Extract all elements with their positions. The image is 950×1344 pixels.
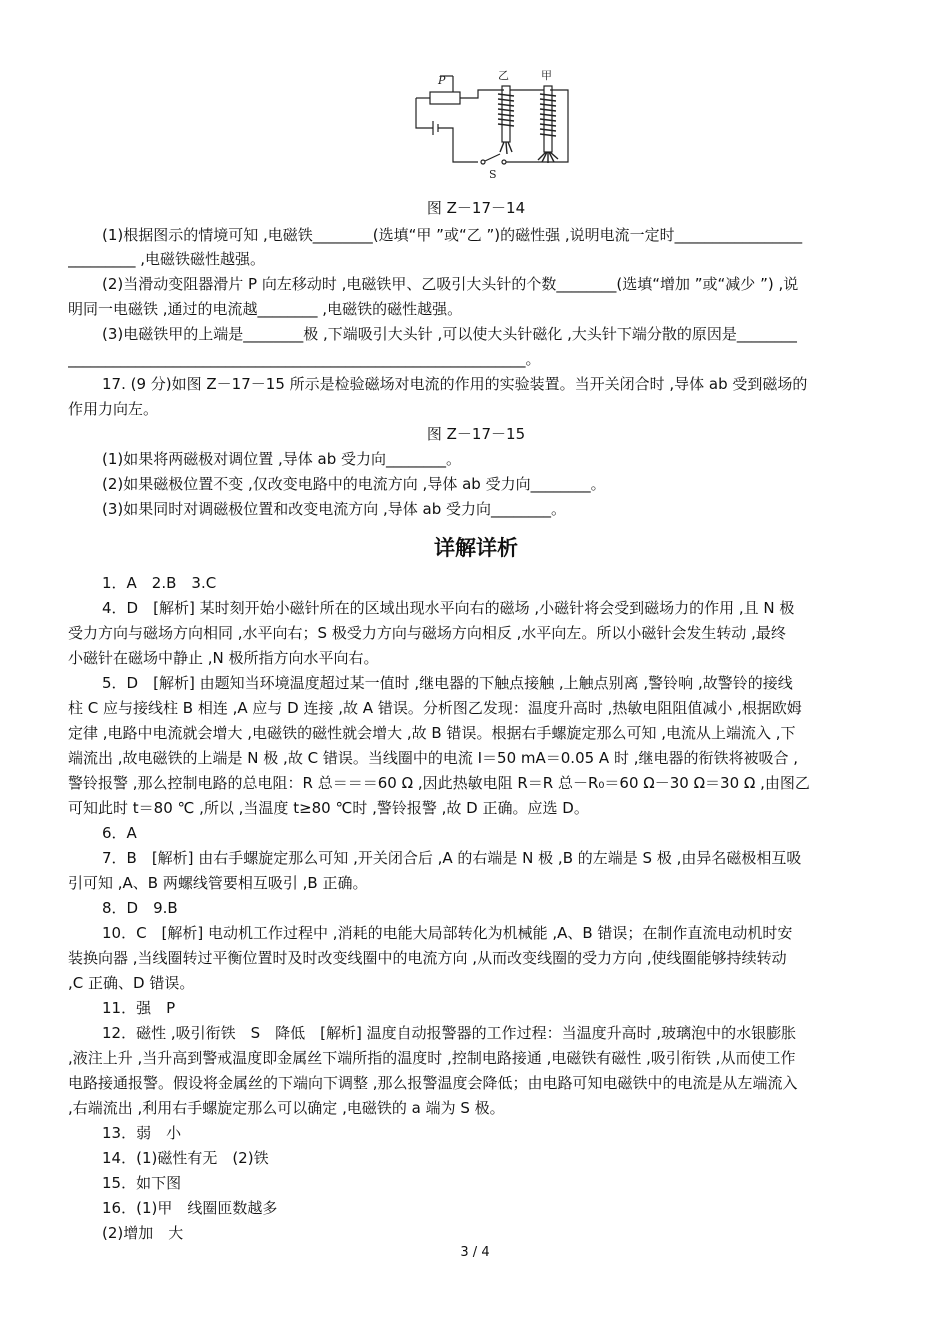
answer-7: 7．B [解析] 由右手螺旋定那么可知 ,开关闭合后 ,A 的右端是 N 极 ,B 的左端是 S 极 ,由异名磁极相互吸	[102, 849, 802, 867]
q17-part1: (1)如果将两磁极对调位置 ,导体 ab 受力向________。	[102, 450, 462, 468]
figure-caption-14: 图 Z－17－14	[426, 199, 526, 217]
q16-part1: (1)根据图示的情境可知 ,电磁铁________(选填“甲 ”或“乙 ”)的磁性强 ,说明电流一定时_________________	[102, 226, 803, 244]
q16-part2-cont: 明同一电磁铁 ,通过的电流越________ ,电磁铁的磁性越强。	[68, 300, 463, 318]
q17-stem: 17. (9 分)如图 Z－17－15 所示是检验磁场对电流的作用的实验装置。当开关闭合时 ,导体 ab 受到磁场的	[102, 375, 808, 393]
answer-4-cont-2: 小磁针在磁场中静止 ,N 极所指方向水平向右。	[68, 649, 379, 667]
answer-4: 4．D [解析] 某时刻开始小磁针所在的区域出现水平向右的磁场 ,小磁针将会受到磁场力的作用 ,且 N 极	[102, 599, 795, 617]
magnet-jia-label: 甲	[541, 69, 552, 82]
answer-5-cont-5: 可知此时 t＝80 ℃ ,所以 ,当温度 t≥80 ℃时 ,警铃报警 ,故 D 正确。应选 D。	[68, 799, 589, 817]
q16-part3-cont: _____________________________________________________________。	[68, 350, 541, 368]
magnet-yi-label: 乙	[498, 69, 509, 82]
answer-13: 13．弱 小	[102, 1124, 182, 1142]
answer-10-cont-1: 装换向器 ,当线圈转过平衡位置时及时改变线圈中的电流方向 ,从而改变线圈的受力方向 ,使线圈能够持续转动	[68, 949, 787, 967]
answer-5-cont-4: 警铃报警 ,那么控制电路的总电阻：R 总＝＝＝60 Ω ,因此热敏电阻 R＝R 总－R₀＝60 Ω－30 Ω＝30 Ω ,由图乙	[68, 774, 810, 792]
switch-s-label: S	[489, 168, 497, 181]
answer-12-cont-3: ,右端流出 ,利用右手螺旋定那么可以确定 ,电磁铁的 a 端为 S 极。	[68, 1099, 505, 1117]
q17-part3: (3)如果同时对调磁极位置和改变电流方向 ,导体 ab 受力向________。	[102, 500, 567, 518]
q17-part2: (2)如果磁极位置不变 ,仅改变电路中的电流方向 ,导体 ab 受力向________。	[102, 475, 606, 493]
q16-part3: (3)电磁铁甲的上端是________极 ,下端吸引大头针 ,可以使大头针磁化 ,大头针下端分散的原因是________	[102, 325, 797, 343]
answer-1-3: 1．A 2.B 3.C	[102, 574, 217, 592]
answer-6: 6．A	[102, 824, 137, 842]
answer-10: 10．C [解析] 电动机工作过程中 ,消耗的电能大局部转化为机械能 ,A、B 错误；在制作直流电动机时安	[102, 924, 793, 942]
q16-part2: (2)当滑动变阻器滑片 P 向左移动时 ,电磁铁甲、乙吸引大头针的个数________(选填“增加 ”或“减少 ”) ,说	[102, 275, 799, 293]
answer-7-cont: 引可知 ,A、B 两螺线管要相互吸引 ,B 正确。	[68, 874, 368, 892]
q16-part1-cont: _________ ,电磁铁磁性越强。	[68, 250, 266, 268]
answer-16: 16．(1)甲 线圈匝数越多	[102, 1199, 278, 1217]
answer-12-cont-1: ,液注上升 ,当升高到警戒温度即金属丝下端所指的温度时 ,控制电路接通 ,电磁铁有磁性 ,吸引衔铁 ,从而使工作	[68, 1049, 796, 1067]
page-number: 3 / 4	[460, 1245, 490, 1260]
answer-12: 12．磁性 ,吸引衔铁 S 降低 [解析] 温度自动报警器的工作过程：当温度升高时 ,玻璃泡中的水银膨胀	[102, 1024, 797, 1042]
answer-5-cont-2: 定律 ,电路中电流就会增大 ,电磁铁的磁性就会增大 ,故 B 错误。根据右手螺旋定那么可知 ,电流从上端流入 ,下	[68, 724, 796, 742]
slider-p-label: P	[438, 74, 446, 87]
figure-caption-15: 图 Z－17－15	[426, 425, 526, 443]
answer-5: 5．D [解析] 由题知当环境温度超过某一值时 ,继电器的下触点接触 ,上触点别离 ,警铃响 ,故警铃的接线	[102, 674, 793, 692]
answer-5-cont-1: 柱 C 应与接线柱 B 相连 ,A 应与 D 连接 ,故 A 错误。分析图乙发现：温度升高时 ,热敏电阻阻值减小 ,根据欧姆	[68, 699, 802, 717]
answer-10-cont-2: ,C 正确、D 错误。	[68, 974, 195, 992]
answer-14: 14．(1)磁性有无 (2)铁	[102, 1149, 269, 1167]
q17-stem-cont: 作用力向左。	[68, 400, 159, 418]
answers-heading: 详解详析	[434, 536, 518, 560]
electromagnet-circuit-diagram	[408, 66, 578, 186]
answer-16-part2: (2)增加 大	[102, 1224, 184, 1242]
answer-11: 11．强 P	[102, 999, 176, 1017]
answer-8-9: 8．D 9.B	[102, 899, 178, 917]
answer-15: 15．如下图	[102, 1174, 182, 1192]
answer-4-cont-1: 受力方向与磁场方向相同 ,水平向右；S 极受力方向与磁场方向相反 ,水平向左。所以小磁针会发生转动 ,最终	[68, 624, 786, 642]
answer-5-cont-3: 端流出 ,故电磁铁的上端是 N 极 ,故 C 错误。当线圈中的电流 I＝50 mA＝0.05 A 时 ,继电器的衔铁将被吸合 ,	[68, 749, 799, 767]
answer-12-cont-2: 电路接通报警。假设将金属丝的下端向下调整 ,那么报警温度会降低；由电路可知电磁铁中的电流是从左端流入	[68, 1074, 798, 1092]
